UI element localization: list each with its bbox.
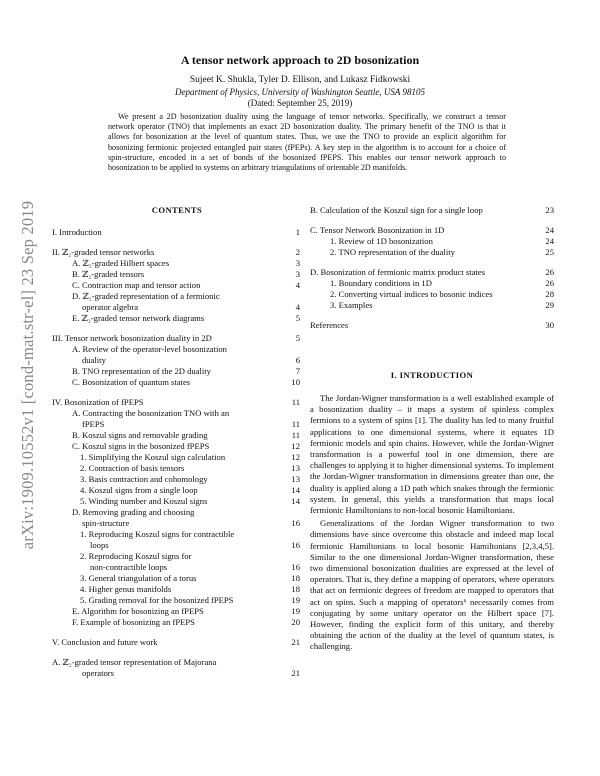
toc-entry-page: 6 — [295, 355, 300, 365]
toc-entry-page: 26 — [545, 267, 554, 277]
toc-entry-title: non-contractible loops — [90, 562, 168, 572]
toc-entry[interactable] — [52, 452, 300, 463]
toc-entry[interactable] — [52, 333, 300, 344]
toc-entry-title: 5. Winding number and Koszul signs — [80, 496, 208, 506]
toc-entry[interactable] — [52, 397, 300, 408]
toc-right — [310, 205, 554, 331]
toc-entry[interactable] — [52, 474, 300, 485]
toc-entry-title: duality — [82, 355, 106, 365]
toc-entry-page: 29 — [545, 300, 554, 310]
toc-entry-title: C. Koszul signs in the bosonized fPEPS — [72, 441, 210, 451]
toc-entry-page: 5 — [295, 333, 300, 343]
toc-entry-title: 4. Higher genus manifolds — [80, 584, 172, 594]
toc-entry-title: 1. Boundary conditions in 1D — [330, 278, 432, 288]
toc-entry[interactable] — [310, 247, 554, 258]
toc-entry-title: A. ℤ₂-graded Hilbert spaces — [72, 258, 170, 268]
toc-entry[interactable] — [52, 496, 300, 507]
toc-entry-page: 14 — [291, 496, 300, 506]
toc-entry-title: 2. Converting virtual indices to bosonic indices — [330, 289, 493, 299]
toc-entry-page: 30 — [545, 320, 554, 330]
toc-entry[interactable] — [52, 441, 300, 452]
toc-entry[interactable] — [310, 300, 554, 311]
toc-entry[interactable] — [52, 280, 300, 291]
toc-entry[interactable] — [52, 562, 300, 573]
toc-entry-page: 14 — [291, 485, 300, 495]
toc-entry-title: IV. Bosonization of fPEPS — [52, 397, 144, 407]
toc-entry[interactable] — [52, 573, 300, 584]
toc-entry-title: B. ℤ₂-graded tensors — [72, 269, 145, 279]
toc-entry[interactable] — [52, 529, 300, 540]
toc-entry[interactable] — [310, 278, 554, 289]
toc-entry-title: 2. Contraction of basis tensors — [80, 463, 185, 473]
toc-entry-page: 21 — [291, 637, 300, 647]
toc-entry-title: E. ℤ₂-graded tensor network diagrams — [72, 313, 205, 323]
toc-entry[interactable] — [52, 637, 300, 648]
toc-entry-title: I. Introduction — [52, 227, 102, 237]
toc-entry-title: B. TNO representation of the 2D duality — [72, 366, 211, 376]
toc-entry[interactable] — [52, 247, 300, 258]
toc-entry-title: 3. Examples — [330, 300, 373, 310]
toc-entry[interactable] — [52, 551, 300, 562]
toc-entry-title: V. Conclusion and future work — [52, 637, 158, 647]
toc-entry[interactable] — [52, 584, 300, 595]
toc-entry-title: B. Calculation of the Koszul sign for a single loop — [310, 205, 483, 215]
toc-entry[interactable] — [52, 269, 300, 280]
toc-entry[interactable] — [310, 205, 554, 216]
arxiv-stamp: arXiv:1909.10552v1 [cond-mat.str-el] 23 Sep 2019 — [18, 200, 37, 550]
toc-entry-page: 5 — [295, 313, 300, 323]
contents-heading: CONTENTS — [151, 205, 203, 215]
toc-entry-page: 18 — [291, 584, 300, 594]
intro-paragraph: The Jordan-Wigner transformation is a well established example of a bosonization duality – it maps a system of spinless complex fermions to a system of spins [1]. The duality has led to many fruitful applications to one dimensional systems, where it equates 1D fermionic models and spin chains. However, while the Jordan-Wigner transformation is a powerful tool in one dimension, there are challenges to applying it to higher dimensional systems. To implement the Jordan-Wigner transformation in dimensions greater than one, the duality is applied along a 1D path which snakes through the fermionic system. In general, this yields a transformation that maps local fermionic Hamiltonians to non-local bosonic Hamiltonians. — [310, 393, 554, 516]
intro-paragraph: Generalizations of the Jordan Wigner transformation to two dimensions have since overcome this obstacle and indeed map local fermionic Hamiltonians to local bosonic Hamiltonians [2,3,4,5]. Similar to the one dimensional Jordan-Wigner transformation, these two dimensional bosonization dualities are expressed at the level of operators. That is, they define a mapping of operators, where operators that act on fermionic degrees of freedom are mapped to operators that act on spins. Such a mapping of operators⁶ necessarily comes from conjugating by some unitary operator on the Hilbert space [7]. However, finding the explicit form of this unitary, and thereby obtaining the action of the duality at the level of quantum states, is challenging. — [310, 518, 554, 652]
toc-entry[interactable] — [310, 289, 554, 300]
toc-entry-page: 19 — [291, 595, 300, 605]
toc-entry-title: A. Review of the operator-level bosonization — [72, 344, 227, 354]
toc-entry[interactable] — [52, 291, 300, 302]
toc-left — [52, 227, 300, 679]
toc-entry-title: 4. Koszul signs from a single loop — [80, 485, 198, 495]
toc-entry-page: 11 — [291, 430, 300, 440]
toc-entry-page: 12 — [291, 441, 300, 451]
toc-entry[interactable] — [52, 507, 300, 518]
toc-entry[interactable] — [52, 540, 300, 551]
toc-entry-page: 12 — [291, 452, 300, 462]
toc-entry-page: 10 — [291, 377, 300, 387]
toc-entry-page: 28 — [545, 289, 554, 299]
toc-entry[interactable] — [52, 408, 300, 419]
toc-entry-page: 16 — [291, 518, 300, 528]
toc-entry-page: 11 — [291, 419, 300, 429]
toc-entry-page: 24 — [545, 225, 554, 235]
section-heading: I. INTRODUCTION — [390, 370, 474, 380]
toc-entry[interactable] — [52, 518, 300, 529]
toc-entry[interactable] — [310, 267, 554, 278]
toc-entry[interactable] — [52, 430, 300, 441]
toc-entry[interactable] — [310, 236, 554, 247]
toc-entry-page: 16 — [291, 540, 300, 550]
toc-entry-title: C. Contraction map and tensor action — [72, 280, 201, 290]
toc-entry-page: 4 — [295, 280, 300, 290]
toc-entry-title: II. ℤ₂-graded tensor networks — [52, 247, 155, 257]
toc-entry-page: 2 — [295, 247, 300, 257]
toc-entry-page: 11 — [291, 397, 300, 407]
toc-entry-title: D. Removing grading and choosing — [72, 507, 195, 517]
toc-entry-page: 16 — [291, 562, 300, 572]
toc-entry-title: D. Bosonization of fermionic matrix product states — [310, 267, 485, 277]
toc-entry-page: 13 — [291, 474, 300, 484]
toc-entry-title: spin-structure — [82, 518, 130, 528]
toc-entry-page: 3 — [295, 258, 300, 268]
toc-entry-title: 3. Basis contraction and cohomology — [80, 474, 208, 484]
toc-entry[interactable] — [52, 595, 300, 606]
toc-entry-page: 13 — [291, 463, 300, 473]
toc-entry-title: 5. Grading removal for the bosonized fPEPS — [80, 595, 234, 605]
toc-entry-page: 4 — [295, 302, 300, 312]
toc-entry[interactable] — [52, 668, 300, 679]
toc-entry-title: operators — [82, 668, 114, 678]
toc-entry[interactable] — [52, 606, 300, 617]
toc-entry[interactable] — [52, 377, 300, 388]
toc-entry-page: 21 — [291, 668, 300, 678]
toc-entry-title: References — [310, 320, 349, 330]
toc-entry-title: B. Koszul signs and removable grading — [72, 430, 208, 440]
toc-entry-page: 20 — [291, 617, 300, 627]
toc-entry-page: 18 — [291, 573, 300, 583]
toc-entry[interactable] — [52, 657, 300, 668]
toc-entry-title: A. Contracting the bosonization TNO with an — [72, 408, 230, 418]
date-line: (Dated: September 25, 2019) — [247, 98, 353, 108]
toc-entry-title: F. Example of bosonizing an fPEPS — [72, 617, 195, 627]
toc-entry-title: 2. Reproducing Koszul signs for — [80, 551, 192, 561]
affiliation: Department of Physics, University of Washington Seattle, USA 98105 — [175, 87, 425, 97]
toc-entry[interactable] — [52, 313, 300, 324]
toc-entry-page: 26 — [545, 278, 554, 288]
toc-entry[interactable] — [52, 355, 300, 366]
toc-entry-title: 2. TNO representation of the duality — [330, 247, 455, 257]
toc-entry[interactable] — [52, 617, 300, 628]
toc-entry-title: III. Tensor network bosonization duality in 2D — [52, 333, 212, 343]
toc-entry-page: 7 — [295, 366, 300, 376]
toc-entry-page: 1 — [295, 227, 300, 237]
intro-body — [310, 393, 554, 655]
toc-entry-title: 1. Reproducing Koszul signs for contractible — [80, 529, 235, 539]
toc-entry-title: E. Algorithm for bosonizing an fPEPS — [72, 606, 204, 616]
toc-entry-title: 1. Simplifying the Koszul sign calculation — [80, 452, 226, 462]
toc-entry[interactable] — [52, 344, 300, 355]
toc-entry[interactable] — [52, 227, 300, 238]
toc-entry-title: D. ℤ₂-graded representation of a fermionic — [72, 291, 220, 301]
paper-title: A tensor network approach to 2D bosonization — [180, 53, 420, 67]
toc-entry[interactable] — [52, 485, 300, 496]
toc-entry[interactable] — [52, 258, 300, 269]
toc-entry[interactable] — [52, 419, 300, 430]
toc-entry[interactable] — [52, 366, 300, 377]
toc-entry-title: fPEPS — [82, 419, 105, 429]
toc-entry[interactable] — [52, 302, 300, 313]
authors: Sujeet K. Shukla, Tyler D. Ellison, and Lukasz Fidkowski — [189, 75, 411, 85]
toc-entry-page: 25 — [545, 247, 554, 257]
toc-entry-title: C. Bosonization of quantum states — [72, 377, 191, 387]
toc-entry[interactable] — [310, 320, 554, 331]
abstract: We present a 2D bosonization duality using the language of tensor networks. Specifically, we construct a tensor network operator (TNO) that implements an exact 2D bosonization duality. The primary benefit of the TNO is that it allows for bosonization at the level of quantum states. Thus, we use the TNO to provide an explicit algorithm for bosonizing fermionic projected entangled pair states (fPEPs). A key step in the algorithm is to account for a choice of spin-structure, encoded in a set of bonds of the bosonized fPEPS. This enables our tensor network approach to bosonization to be applied to systems on arbitrary triangulations of orientable 2D manifolds. — [108, 112, 506, 173]
toc-entry-title: A. ℤ₂-graded tensor representation of Majorana — [52, 657, 217, 667]
toc-entry-title: C. Tensor Network Bosonization in 1D — [310, 225, 445, 235]
toc-entry-page: 23 — [545, 205, 554, 215]
toc-entry-title: operator algebra — [82, 302, 139, 312]
toc-entry-title: 1. Review of 1D bosonization — [330, 236, 433, 246]
toc-entry-page: 24 — [545, 236, 554, 246]
toc-entry[interactable] — [310, 225, 554, 236]
toc-entry-title: loops — [90, 540, 109, 550]
toc-entry-page: 19 — [291, 606, 300, 616]
toc-entry-page: 3 — [295, 269, 300, 279]
toc-entry[interactable] — [52, 463, 300, 474]
toc-entry-title: 3. General triangulation of a torus — [80, 573, 197, 583]
